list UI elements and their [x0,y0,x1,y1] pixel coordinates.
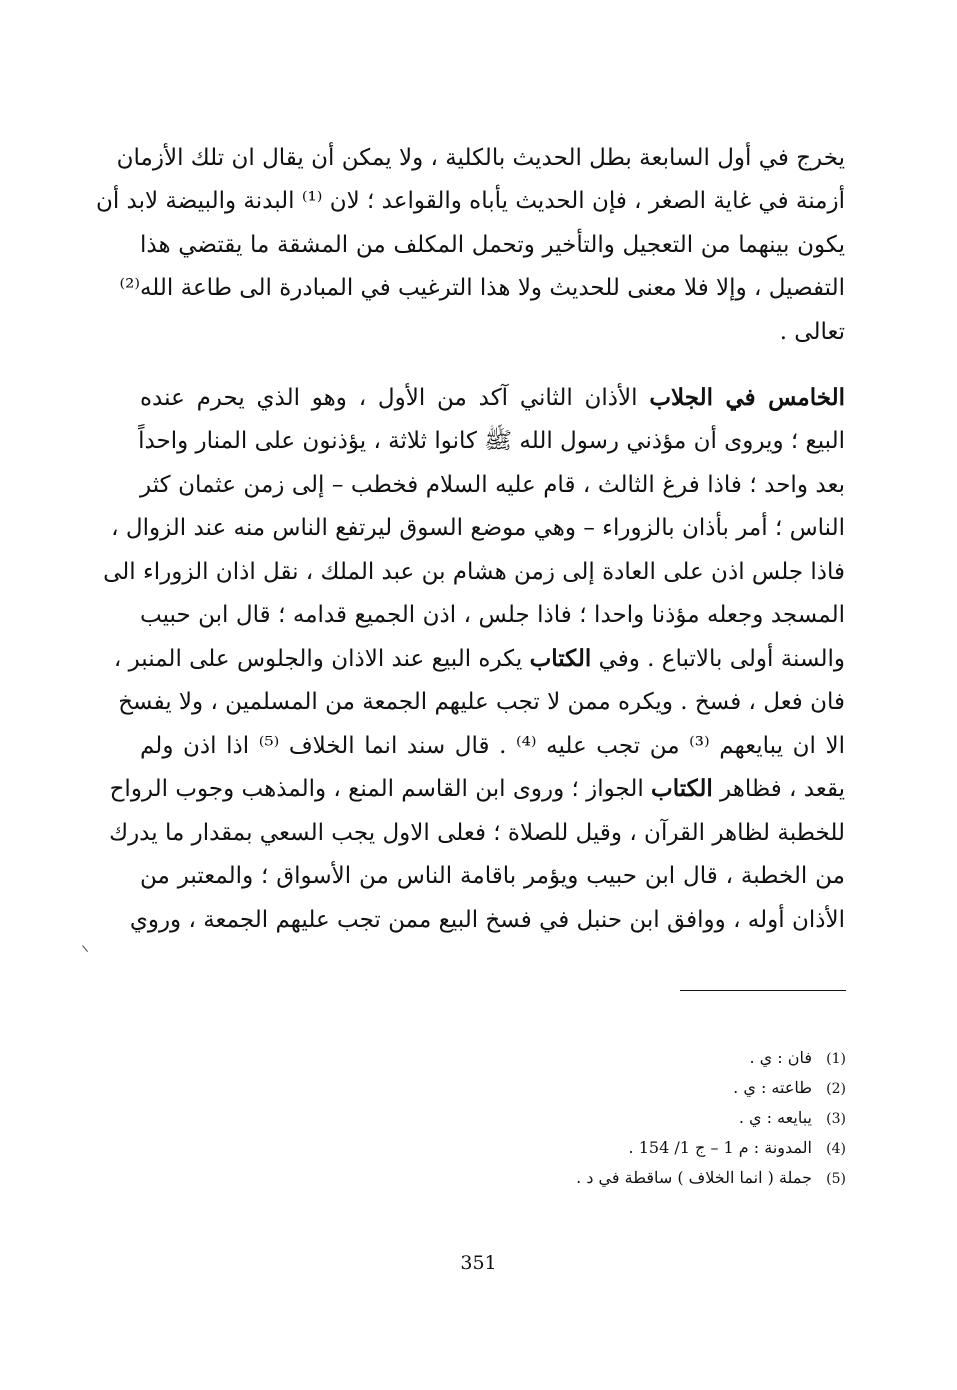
footnote-text: يبايعه : ي . [738,1108,812,1127]
text-span: يكره البيع عند الاذان والجلوس على المنبر ، [113,646,530,672]
text-line: البيع ؛ ويروى أن مؤذني رسول الله ﷺ كانوا ثلاثة ، يؤذنون على المنار واحداً [138,428,845,454]
text-line-lead [140,378,845,418]
text-line: الأذان أوله ، ووافق ابن حنبل في فسخ البيع ممن تجب عليهم الجمعة ، وروي [129,907,845,933]
footnote-text: جملة ( انما الخلاف ) ساقطة في د . [576,1168,812,1187]
kitab-bold: الكتاب [651,775,713,802]
text-line: يخرج في أول السابعة بطل الحديث بالكلية ، ولا يمكن أن يقال ان تلك الأزمان [116,145,845,171]
footnote [733,1073,846,1103]
text-line-kitab [113,639,845,679]
text-line: للخطبة لظاهر القرآن ، وقيل للصلاة ؛ فعلى الاول يجب السعي بمقدار ما يدرك [109,820,845,846]
footnote-text: فان : ي . [749,1048,812,1067]
text-span: الأذان الثاني آكد من الأول ، وهو الذي يحرم عنده [140,385,650,411]
text-line: تعالى . [779,319,845,345]
text-line: يكون بينهما من التعجيل والتأخير وتحمل المكلف من المشقة ما يقتضي هذا [140,232,845,258]
page-number: 351 [460,1252,497,1274]
text-line: الناس ؛ أمر بأذان بالزوراء – وهي موضع السوق ليرتفع الناس منه عند الزوال ، [111,515,845,541]
footnote-divider [680,990,846,991]
footnote-number: (1) [826,1051,846,1067]
footnote-text: طاعته : ي . [733,1078,812,1097]
footnote [739,1103,846,1133]
footnote-number: (3) [826,1111,846,1127]
text-line: فان فعل ، فسخ . ويكره ممن لا تجب عليهم الجمعة من المسلمين ، ولا يفسخ [118,689,845,715]
text-line: فاذا جلس اذن على العادة إلى زمن هشام بن عبد الملك ، نقل اذان الزوراء الى [103,559,845,585]
footnote-number: (4) [826,1141,846,1157]
footnote-text: المدونة : م 1 – ج 1/ 154 . [628,1138,812,1157]
footnote-number: (5) [826,1171,846,1187]
kitab-bold: الكتاب [529,645,592,672]
text-line: الا ان يبايعهم ⁽³⁾ من تجب عليه ⁽⁴⁾ . قال سند انما الخلاف ⁽⁵⁾ اذا اذن ولم [140,733,845,759]
section-heading: الخامس في الجلاب [649,384,846,411]
text-line: بعد واحد ؛ فاذا فرغ الثالث ، قام عليه السلام فخطب – إلى زمن عثمان كثر [140,472,845,498]
footnote [629,1133,846,1163]
stray-mark [82,942,92,952]
text-span: الجواز ؛ وروى ابن القاسم المنع ، والمذهب وجوب الرواح [109,776,652,802]
text-line: أزمنة في غاية الصغر ، فإن الحديث يأباه والقواعد ؛ لان ⁽¹⁾ البدنة والبيضة لابد أن [95,188,845,214]
text-span: والسنة أولى بالاتباع . وفي [591,646,845,672]
text-line: المسجد وجعله مؤذنا واحدا ؛ فاذا جلس ، اذن الجميع قدامه ؛ قال ابن حبيب [140,602,845,628]
footnote-number: (2) [826,1081,846,1097]
text-line-kitab [109,769,845,809]
text-span: يقعد ، فظاهر [712,776,845,802]
text-line: التفصيل ، وإلا فلا معنى للحديث ولا هذا الترغيب في المبادرة الى طاعة الله⁽²⁾ [119,275,845,301]
text-line: من الخطبة ، قال ابن حبيب ويؤمر باقامة الناس من الأسواق ؛ والمعتبر من [140,863,845,889]
footnote [749,1043,846,1073]
footnote [576,1163,846,1193]
